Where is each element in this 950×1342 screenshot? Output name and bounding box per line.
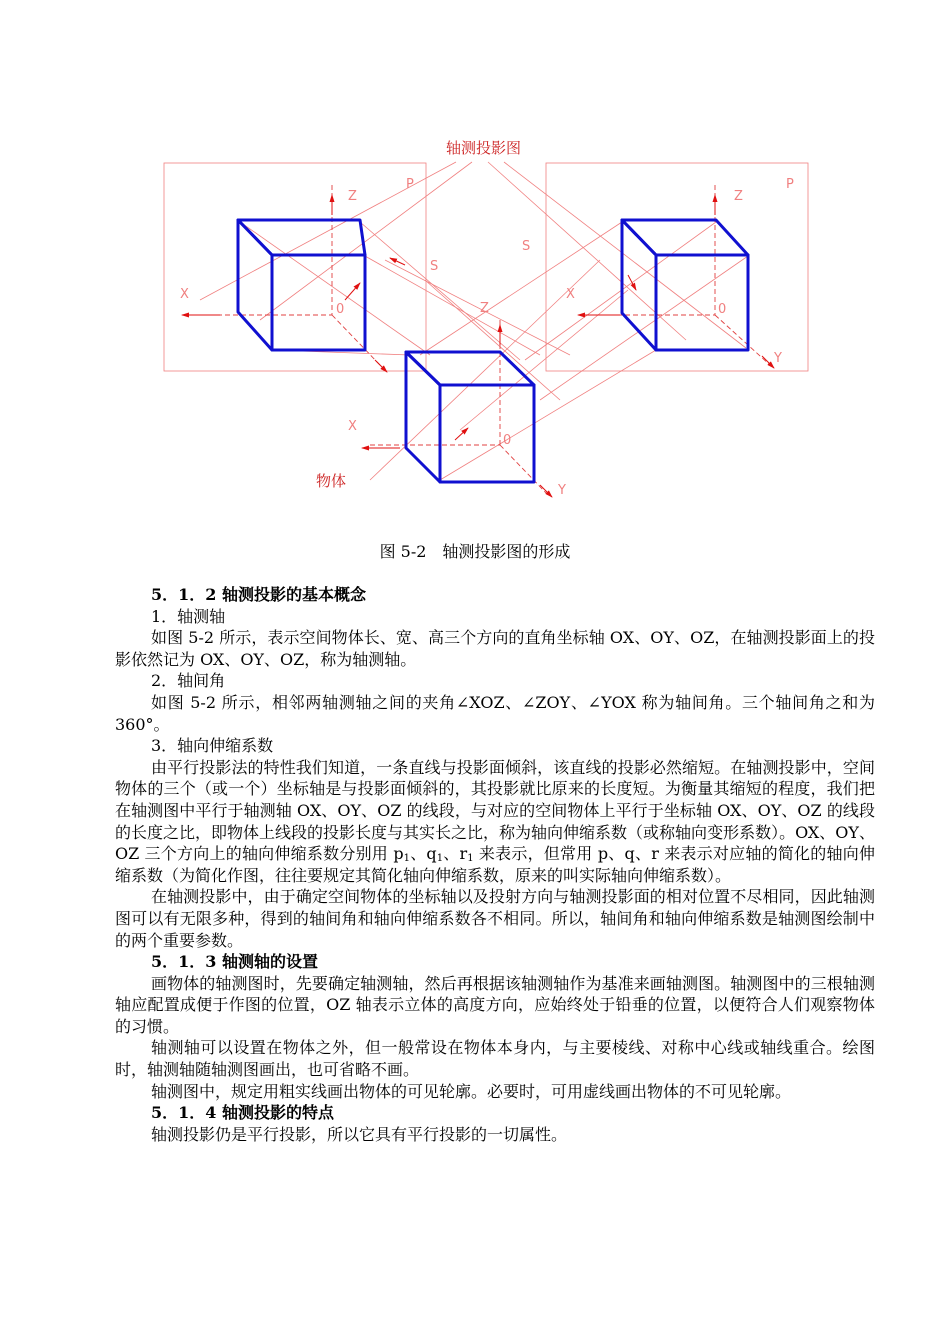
axis-label-s-right: S bbox=[522, 239, 531, 254]
axis-label-o-right: 0 bbox=[718, 302, 727, 317]
figure-axonometric-projection bbox=[0, 0, 950, 520]
item-heading-axes: 1．轴测轴 bbox=[151, 606, 226, 626]
axis-label-z-left: Z bbox=[348, 189, 357, 204]
item-heading-axial-angle: 2．轴间角 bbox=[151, 671, 226, 691]
paragraph-characteristics: 轴测投影仍是平行投影，所以它具有平行投影的一切属性。 bbox=[151, 1124, 568, 1144]
cube-object bbox=[406, 352, 534, 482]
section-heading-5-1-4: 5．1．4 轴测投影的特点 bbox=[151, 1103, 334, 1123]
paragraph-axes-setup-3: 轴测图中，规定用粗实线画出物体的可见轮廓。必要时，可用虚线画出物体的不可见轮廓。 bbox=[151, 1081, 792, 1101]
paragraph-axial-angle: 如图 5-2 所示，相邻两轴测轴之间的夹角∠XOZ、∠ZOY、∠YOX 称为轴间角。三个轴间角之和为 360°。 bbox=[115, 692, 875, 734]
axis-label-x-right: X bbox=[566, 287, 575, 302]
axis-label-y-center: Y bbox=[558, 483, 566, 498]
axis-label-x-left: X bbox=[180, 287, 189, 302]
axis-label-x-center: X bbox=[348, 419, 357, 434]
axis-label-s-left: S bbox=[430, 259, 439, 274]
right-projection-plane bbox=[546, 163, 808, 371]
paragraph-axes-setup-1: 画物体的轴测图时，先要确定轴测轴，然后再根据该轴测轴作为基准来画轴测图。轴测图中的三根轴测轴应配置成便于作图的位置，OZ 轴表示立体的高度方向，应始终处于铅垂的位置，以便符合人们观察物体的习惯。 bbox=[115, 973, 875, 1036]
axis-label-p-right: P bbox=[786, 177, 794, 192]
paragraph-scale-factor: 由平行投影法的特性我们知道，一条直线与投影面倾斜，该直线的投影必然缩短。在轴测投影中，空间物体的三个（或一个）坐标轴是与投影面倾斜的，其投影就比原来的长度短。为衡量其缩短的程度，我们把在轴测图中平行于轴测轴 OX、OY、OZ 的线段，与对应的空间物体上平行于坐标轴 OX、OY、OZ 的线段的长度之比，即物体上线段的投影长度与其实长之比，称为轴向伸缩系数（或称轴向变形系数）。OX、OY、OZ 三个方向上的轴向伸缩系数分别用 $p_1$、$q_1$、$r_1$ 来表示，但常用 p、q、r 来表示对应轴的简化的轴向伸缩系数（为简化作图，往往要规定其简化轴向伸缩系数，原来的叫实际轴向伸缩系数）。 bbox=[115, 757, 875, 885]
paragraph-parameters: 在轴测投影中，由于确定空间物体的坐标轴以及投射方向与轴测投影面的相对位置不尽相同，因此轴测图可以有无限多种，得到的轴间角和轴向伸缩系数各不相同。所以，轴间角和轴向伸缩系数是轴测图绘制中的两个重要参数。 bbox=[115, 887, 875, 950]
paragraph-axes-setup-2: 轴测轴可以设置在物体之外，但一般常设在物体本身内，与主要棱线、对称中心线或轴线重合。绘图时，轴测轴随轴测图画出，也可省略不画。 bbox=[115, 1038, 875, 1080]
axis-label-o-center: 0 bbox=[503, 433, 512, 448]
axis-label-z-right: Z bbox=[734, 189, 743, 204]
axis-label-z-center: Z bbox=[480, 301, 489, 316]
axis-label-o-left: 0 bbox=[336, 302, 345, 317]
paragraph-axes: 如图 5-2 所示，表示空间物体长、宽、高三个方向的直角坐标轴 OX、OY、OZ，在轴测投影面上的投影依然记为 OX、OY、OZ，称为轴测轴。 bbox=[115, 628, 875, 669]
item-heading-scale-factor: 3．轴向伸缩系数 bbox=[151, 736, 274, 756]
axis-label-y-right: Y bbox=[774, 351, 782, 366]
object-label: 物体 bbox=[316, 472, 347, 490]
section-heading-5-1-3: 5．1．3 轴测轴的设置 bbox=[151, 952, 318, 972]
axis-label-p-left: P bbox=[406, 177, 414, 192]
cube-left bbox=[238, 220, 365, 350]
figure-title-label: 轴测投影图 bbox=[446, 139, 522, 157]
projection-rays bbox=[200, 162, 748, 480]
document-body bbox=[115, 584, 875, 1145]
figure-caption: 图 5-2 轴测投影图的形成 bbox=[379, 542, 571, 561]
section-heading-5-1-2: 5．1．2 轴测投影的基本概念 bbox=[151, 585, 366, 604]
left-projection-plane bbox=[164, 163, 426, 371]
